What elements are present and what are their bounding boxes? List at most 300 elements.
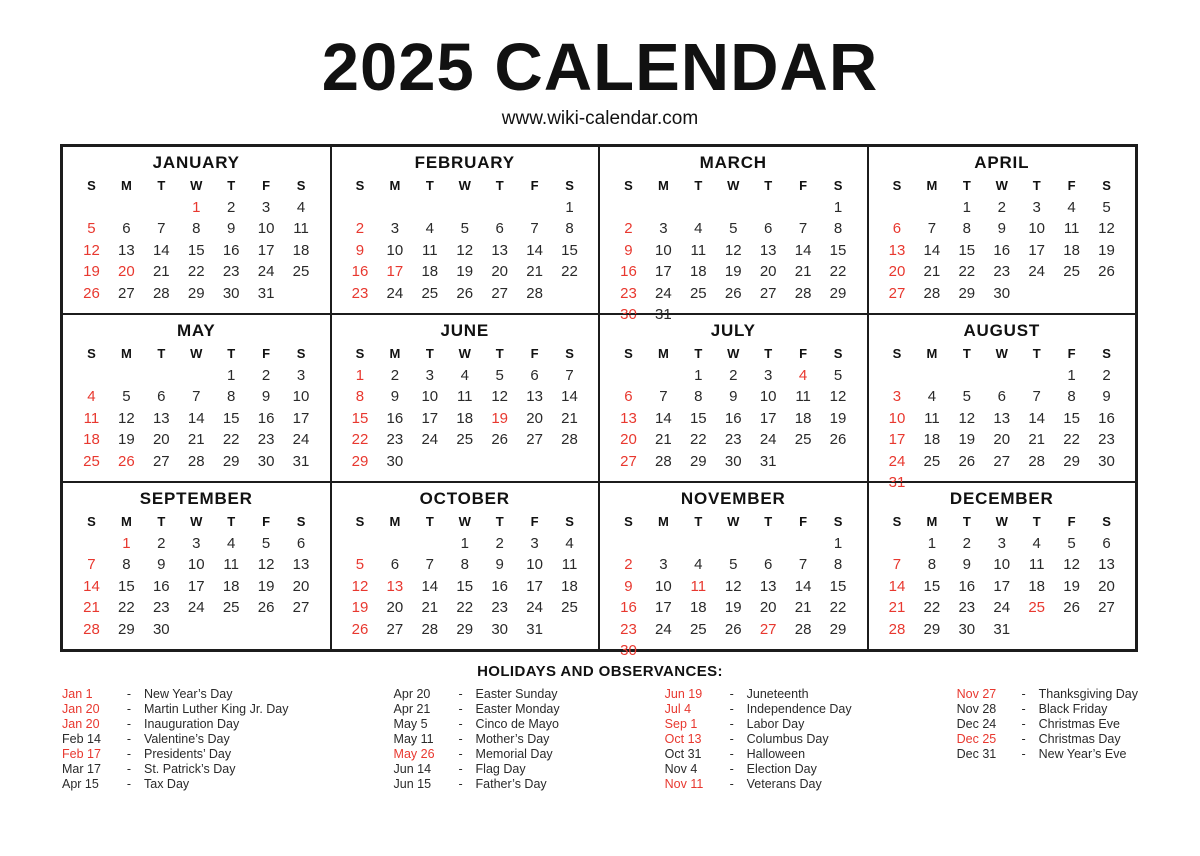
month-march [599,146,868,323]
weekday-header: F [799,514,808,529]
day-number: 4 [565,534,574,552]
day-number: 29 [1063,452,1080,470]
weekday-header: S [833,346,843,361]
holiday-name: New Year’s Day [144,687,233,701]
day-number: 3 [997,534,1006,552]
month-title: AUGUST [963,321,1041,340]
day-number: 18 [794,409,812,427]
month-title: MARCH [699,153,767,172]
empty-day-cell [914,365,949,387]
day-number: 13 [118,241,135,259]
day-number: 18 [923,431,941,448]
weekday-header: F [530,514,539,529]
day-number: 26 [724,620,742,638]
holiday-date: May 5 [393,717,428,731]
holiday-item [62,717,289,732]
holiday-name: Memorial Day [475,747,553,761]
day-number: 18 [561,577,578,595]
holiday-separator: - [729,762,734,776]
day-number: 21 [1028,431,1046,448]
day-number: 30 [152,620,170,638]
day-number: 19 [724,263,742,280]
day-number: 23 [993,263,1011,280]
day-number: 8 [927,556,937,573]
day-number: 8 [694,388,703,405]
day-number: 8 [833,220,843,237]
weekday-header: F [262,514,271,529]
holiday-item [394,777,560,792]
month-title: SEPTEMBER [139,489,253,508]
day-number: 29 [829,284,847,302]
holiday-item [957,747,1138,762]
holiday-name: Valentine’s Day [144,732,230,746]
holiday-name: Presidents’ Day [144,747,232,761]
days-grid [343,175,588,304]
day-number: 17 [655,599,672,616]
day-number: 12 [724,577,742,595]
day-number: 25 [222,599,240,616]
holiday-separator: - [1021,687,1026,701]
holiday-name: Inauguration Day [144,717,240,731]
day-number: 14 [655,409,672,427]
day-number: 16 [152,577,170,595]
empty-day-cell [447,197,482,219]
day-number: 24 [1028,263,1046,280]
day-number: 26 [456,284,474,302]
day-number: 8 [192,220,201,237]
weekday-header: S [565,514,574,529]
holiday-separator: - [458,777,463,791]
empty-day-cell [179,365,214,387]
holiday-name: Mother’s Day [475,732,550,746]
day-number: 10 [421,388,439,405]
day-number: 7 [1032,388,1041,405]
day-number: 22 [689,431,707,448]
weekday-header: W [727,178,740,193]
holiday-separator: - [126,777,132,791]
day-number: 29 [187,284,205,302]
day-number: 18 [689,263,707,280]
day-number: 2 [390,366,400,384]
weekday-header: F [1067,178,1076,193]
day-number: 3 [296,366,306,384]
day-number: 5 [1102,198,1111,216]
day-number: 5 [833,366,843,384]
day-number: 20 [526,409,543,427]
weekday-header: M [120,346,132,361]
day-number: 22 [187,263,205,280]
empty-day-cell [377,197,412,219]
day-number: 21 [187,431,205,448]
holiday-separator: - [1021,732,1026,746]
holiday-item [665,717,852,732]
holiday-date: Jan 1 [62,687,93,701]
day-number: 23 [152,599,170,616]
weekday-header: W [995,178,1008,193]
day-number: 25 [794,431,812,448]
day-number: 12 [456,241,474,259]
day-number: 8 [833,556,843,573]
holiday-separator: - [458,717,463,731]
empty-day-cell [786,197,821,219]
weekday-header: S [87,178,96,193]
day-number: 27 [292,599,310,616]
holiday-date: Nov 27 [956,687,997,701]
day-number: 27 [386,620,404,638]
day-number: 21 [794,599,812,616]
weekday-header: W [727,514,740,529]
day-number: 13 [1098,556,1115,573]
day-number: 26 [118,452,135,470]
weekday-header: T [694,514,703,529]
day-number: 12 [1063,556,1080,573]
day-number: 30 [491,620,509,638]
day-number: 23 [724,431,742,448]
day-number: 21 [655,431,672,448]
day-number: 4 [460,366,469,384]
holiday-name: Martin Luther King Jr. Day [144,702,289,716]
day-number: 14 [1028,409,1046,427]
holiday-separator: - [126,717,132,731]
day-number: 31 [257,284,275,302]
day-number: 19 [1098,241,1115,259]
day-number: 20 [152,431,170,448]
empty-day-cell [74,533,109,555]
day-number: 9 [729,388,738,405]
day-number: 18 [456,409,474,427]
holiday-item [665,687,852,702]
day-number: 18 [1028,577,1046,595]
holiday-date: Jun 15 [393,777,432,791]
day-number: 7 [798,556,808,573]
day-number: 3 [659,220,668,237]
holiday-date: Oct 31 [664,747,702,761]
holiday-date: May 11 [393,732,434,746]
day-number: 6 [122,220,131,237]
day-number: 29 [923,620,941,638]
day-number: 16 [386,409,404,427]
day-number: 29 [829,620,847,638]
empty-day-cell [377,533,412,555]
weekday-header: S [565,178,574,193]
day-number: 4 [927,388,937,405]
holiday-name: Christmas Eve [1038,717,1120,731]
empty-day-cell [611,365,646,387]
day-number: 10 [888,409,906,427]
holiday-separator: - [729,747,734,761]
day-number: 16 [620,599,637,616]
day-number: 15 [1063,409,1080,427]
day-number: 20 [759,599,777,616]
day-number: 12 [83,241,100,259]
day-number: 13 [526,388,543,405]
holiday-date: Jul 4 [664,702,692,716]
day-number: 6 [892,220,902,237]
day-number: 11 [293,220,309,237]
day-number: 17 [187,577,205,595]
day-number: 10 [655,241,672,259]
day-number: 6 [530,366,539,384]
weekday-header: T [962,514,971,529]
day-number: 22 [118,599,135,616]
weekday-header: M [926,514,938,529]
day-number: 14 [794,241,812,259]
day-number: 5 [261,534,271,552]
day-number: 2 [227,198,236,216]
empty-day-cell [74,365,109,387]
day-number: 1 [833,534,843,552]
day-number: 3 [764,366,773,384]
day-number: 24 [292,431,310,448]
weekday-header: T [764,178,773,193]
day-number: 6 [624,388,633,405]
day-number: 10 [187,556,205,573]
weekday-header: F [262,346,271,361]
day-number: 3 [1032,198,1041,216]
weekday-header: S [624,346,633,361]
empty-day-cell [1019,365,1054,387]
holiday-date: Jan 20 [62,702,100,716]
holiday-name: Thanksgiving Day [1038,687,1138,701]
day-number: 9 [261,388,271,405]
day-number: 20 [1098,577,1115,595]
day-number: 29 [351,452,369,470]
day-number: 1 [1067,366,1076,384]
day-number: 23 [386,431,404,448]
holiday-item [665,747,852,762]
day-number: 6 [296,534,306,552]
day-number: 30 [1098,452,1115,470]
day-number: 18 [689,599,707,616]
day-number: 27 [620,452,637,470]
day-number: 10 [386,241,404,259]
weekday-header: M [389,346,401,361]
day-number: 8 [122,556,131,573]
day-number: 15 [829,241,847,259]
holiday-separator: - [1021,702,1026,716]
day-number: 27 [759,284,777,302]
day-number: 17 [257,241,275,259]
day-number: 14 [152,241,170,259]
day-number: 25 [561,599,578,616]
day-number: 2 [729,366,738,384]
weekday-header: T [425,346,434,361]
weekday-header: S [87,346,96,361]
day-number: 21 [888,599,906,616]
day-number: 10 [655,577,672,595]
day-number: 12 [257,556,275,573]
day-number: 7 [565,366,574,384]
day-number: 17 [888,431,906,448]
weekday-header: W [995,346,1008,361]
day-number: 6 [157,388,166,405]
empty-day-cell [681,197,716,219]
holiday-date: Dec 31 [956,747,997,761]
holiday-name: St. Patrick’s Day [144,762,236,776]
holiday-date: Feb 14 [62,732,101,746]
day-number: 20 [491,263,509,280]
weekday-header: S [355,346,365,361]
holiday-separator: - [126,687,132,701]
day-number: 8 [355,388,365,405]
holiday-name: Columbus Day [746,732,829,746]
month-september [62,482,331,650]
weekday-header: F [1067,514,1076,529]
weekday-header: S [355,178,365,193]
day-number: 22 [561,263,578,280]
holiday-column [665,687,852,792]
weekday-header: S [892,178,902,193]
month-january [62,146,331,314]
empty-day-cell [646,533,681,555]
day-number: 27 [1098,599,1115,616]
holiday-separator: - [729,717,734,731]
day-number: 2 [624,556,633,573]
day-number: 9 [962,556,971,573]
day-number: 28 [655,452,672,470]
day-number: 11 [456,388,473,405]
day-number: 27 [888,284,906,302]
empty-day-cell [144,365,179,387]
day-number: 6 [390,556,400,573]
day-number: 9 [1102,388,1111,405]
day-number: 10 [526,556,543,573]
weekday-header: S [1102,514,1111,529]
day-number: 25 [689,620,707,638]
holiday-item [957,717,1138,732]
day-number: 17 [1028,241,1046,259]
holiday-date: Dec 25 [956,732,997,746]
day-number: 2 [355,220,365,237]
day-number: 19 [257,577,275,595]
day-number: 22 [829,263,847,280]
day-number: 4 [694,220,703,237]
day-number: 1 [565,198,574,216]
day-number: 7 [530,220,539,237]
weekday-header: S [296,346,306,361]
day-number: 11 [561,556,578,573]
day-number: 18 [1063,241,1080,259]
day-number: 1 [122,534,131,552]
weekday-header: M [120,514,132,529]
month-june [331,314,600,482]
day-number: 31 [292,452,310,470]
day-number: 22 [1063,431,1080,448]
empty-day-cell [109,197,144,219]
day-number: 9 [355,241,365,259]
day-number: 28 [794,284,812,302]
empty-day-cell [144,197,179,219]
empty-day-cell [880,197,915,219]
day-number: 7 [927,220,937,237]
weekday-header: T [962,346,971,361]
day-number: 15 [351,409,369,427]
holiday-name: Juneteenth [746,687,809,701]
month-title: OCTOBER [419,489,510,508]
weekday-header: T [157,514,166,529]
weekday-header: M [926,346,938,361]
month-title: DECEMBER [949,489,1054,508]
empty-day-cell [646,197,681,219]
day-number: 21 [794,263,812,280]
empty-day-cell [751,533,786,555]
weekday-header: W [190,346,203,361]
day-number: 28 [526,284,543,302]
day-number: 10 [1028,220,1046,237]
day-number: 5 [962,388,971,405]
day-number: 25 [1063,263,1080,280]
holiday-item [957,732,1138,747]
day-number: 24 [257,263,275,280]
day-number: 26 [1063,599,1080,616]
day-number: 24 [888,452,906,470]
month-october [331,482,600,650]
day-number: 2 [495,534,504,552]
empty-day-cell [880,533,915,555]
page-title: 2025 CALENDAR [321,30,879,105]
day-number: 15 [456,577,474,595]
day-number: 14 [794,577,812,595]
day-number: 22 [958,263,976,280]
weekday-header: T [157,346,166,361]
holiday-date: Jun 14 [393,762,432,776]
weekday-header: W [458,178,471,193]
day-number: 2 [624,220,633,237]
day-number: 10 [759,388,777,405]
day-number: 6 [1102,534,1111,552]
day-number: 9 [157,556,166,573]
weekday-header: F [530,346,539,361]
day-number: 5 [122,388,131,405]
month-title: JANUARY [152,153,240,172]
weekday-header: T [227,346,236,361]
day-number: 1 [927,534,937,552]
holiday-date: Nov 4 [664,762,698,776]
weekday-header: T [962,178,971,193]
empty-day-cell [343,197,378,219]
day-number: 15 [958,241,976,259]
day-number: 16 [620,263,637,280]
holiday-name: Christmas Day [1038,732,1121,746]
day-number: 9 [227,220,236,237]
weekday-header: S [355,514,365,529]
holiday-item [957,702,1138,717]
day-number: 18 [421,263,439,280]
days-grid [880,175,1125,304]
holiday-item [665,777,852,792]
day-number: 4 [227,534,236,552]
day-number: 29 [118,620,135,638]
day-number: 13 [152,409,170,427]
day-number: 19 [351,599,369,616]
day-number: 3 [425,366,434,384]
days-grid [343,343,588,472]
weekday-header: T [694,178,703,193]
weekday-header: T [157,178,166,193]
holiday-separator: - [458,687,463,701]
day-number: 3 [659,556,668,573]
holiday-separator: - [729,687,734,701]
day-number: 18 [83,431,100,448]
day-number: 17 [526,577,543,595]
day-number: 25 [292,263,310,280]
holiday-date: Nov 28 [956,702,997,716]
month-title: MAY [176,321,216,340]
holiday-item [394,702,560,717]
day-number: 13 [759,577,777,595]
day-number: 25 [83,452,100,470]
weekday-header: F [530,178,539,193]
